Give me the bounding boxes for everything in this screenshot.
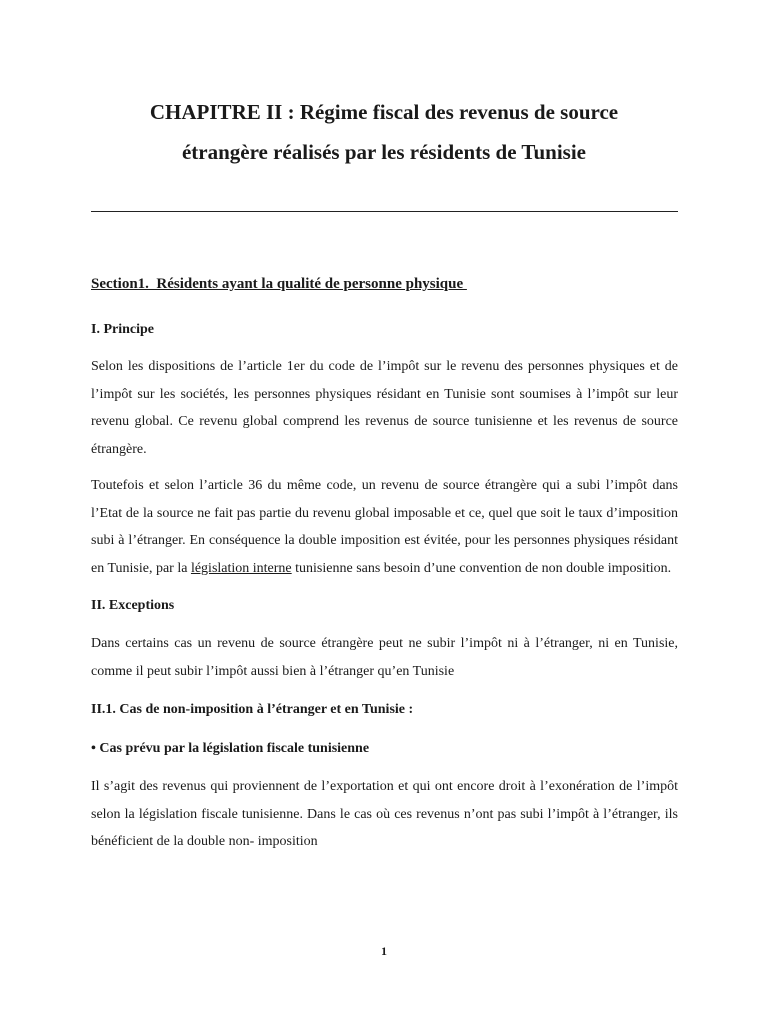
bullet-heading-legislation: • Cas prévu par la législation fiscale tunisienne xyxy=(91,741,370,756)
heading-exceptions: II. Exceptions xyxy=(91,598,175,613)
paragraph-principe-2-text-b: tunisienne sans besoin d’une convention de non double imposition. xyxy=(291,560,672,576)
legislation-interne-link[interactable]: législation interne xyxy=(190,560,292,576)
chapter-title xyxy=(90,92,678,172)
document-body xyxy=(91,272,678,856)
chapter-title-line-2: étrangère réalisés par les résidents de Tunisie xyxy=(181,140,587,164)
paragraph-non-imposition-1: Il s’agit des revenus qui proviennent de l’exportation et qui ont encore droit à l’exonération de l’impôt selon la législation fiscale tunisienne. Dans le cas où ces revenus n’ont pas subi l’impôt à l’étranger, ils bénéficient de la double non- imposition xyxy=(91,779,678,849)
page-number: 1 xyxy=(381,944,387,958)
paragraph-principe-2 xyxy=(91,472,678,582)
chapter-title-line-1: CHAPITRE II : Régime fiscal des revenus de source xyxy=(149,100,619,124)
section-heading: Section1. Résidents ayant la qualité de personne physique xyxy=(91,276,467,292)
paragraph-principe-2-text-a: Toutefois et selon l’article 36 du même code, un revenu de source étrangère qui a subi l’impôt dans l’Etat de la source ne fait pas partie du revenu global imposable et ce, quel que soit le taux d’imposition subi à l’étranger. En conséquence la double imposition est évitée, pour les personnes physiques résidant en Tunisie, par la xyxy=(91,478,678,576)
heading-non-imposition: II.1. Cas de non-imposition à l’étranger et en Tunisie : xyxy=(91,702,414,717)
paragraph-principe-1: Selon les dispositions de l’article 1er du code de l’impôt sur le revenu des personnes physiques et de l’impôt sur les sociétés, les personnes physiques résidant en Tunisie sont soumises à l’impôt sur leur revenu global. Ce revenu global comprend les revenus de source tunisienne et les revenus de source étrangère. xyxy=(91,359,678,457)
heading-principe: I. Principe xyxy=(91,322,154,337)
horizontal-rule xyxy=(91,211,678,212)
paragraph-exceptions-1: Dans certains cas un revenu de source étrangère peut ne subir l’impôt ni à l’étranger, ni en Tunisie, comme il peut subir l’impôt aussi bien à l’étranger qu’en Tunisie xyxy=(91,636,678,679)
